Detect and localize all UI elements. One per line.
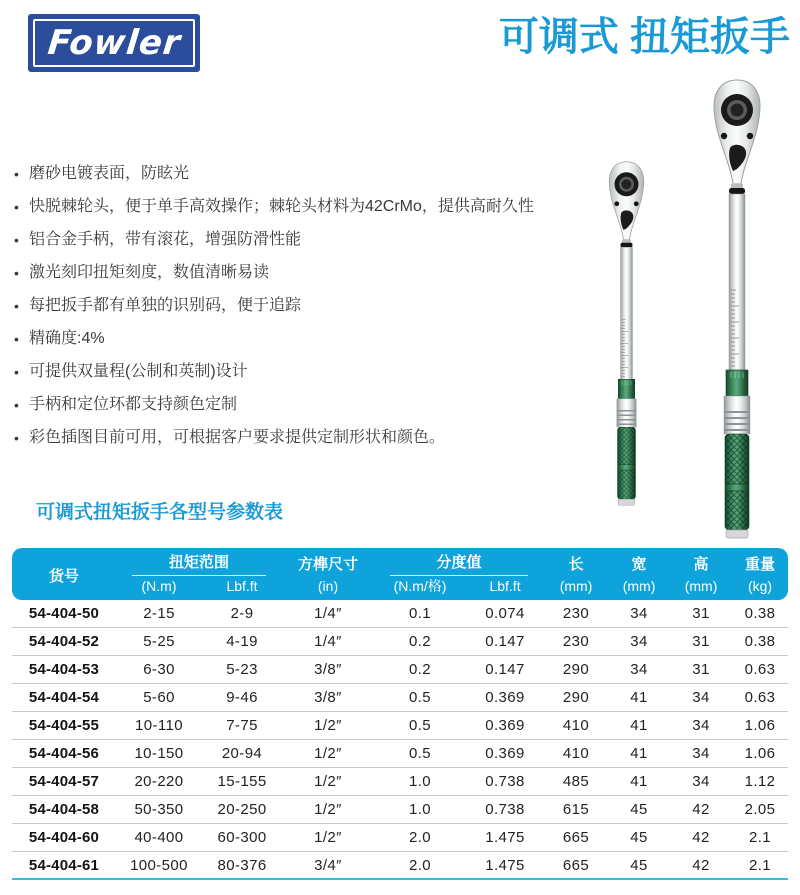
cell-lbf: 7-75: [202, 712, 282, 740]
cell-gnm: 2.0: [374, 852, 466, 880]
cell-kg: 1.12: [732, 768, 788, 796]
cell-drive: 1/2″: [282, 768, 374, 796]
cell-glbf: 1.475: [466, 824, 544, 852]
col-grad-nm: (N.m/格): [374, 576, 466, 600]
col-torque-lbf: Lbf.ft: [202, 576, 282, 600]
table-row: [12, 740, 788, 768]
cell-kg: 1.06: [732, 712, 788, 740]
feature-item: • 磨砂电镀表面，防眩光: [12, 164, 578, 184]
col-width: 宽 (mm): [608, 548, 670, 600]
cell-lbf: 80-376: [202, 852, 282, 880]
cell-gnm: 2.0: [374, 824, 466, 852]
spec-table-body: [12, 600, 788, 880]
cell-wid: 41: [608, 740, 670, 768]
col-grad-lbf: Lbf.ft: [466, 576, 544, 600]
cell-drive: 3/8″: [282, 656, 374, 684]
cell-kg: 0.38: [732, 600, 788, 628]
cell-item: 54-404-54: [12, 684, 116, 712]
feature-item: • 手柄和定位环都支持颜色定制: [12, 395, 578, 415]
cell-glbf: 0.147: [466, 656, 544, 684]
cell-hei: 42: [670, 852, 732, 880]
cell-drive: 3/8″: [282, 684, 374, 712]
cell-glbf: 0.738: [466, 768, 544, 796]
feature-item: • 彩色插图目前可用，可根据客户要求提供定制形状和颜色。: [12, 428, 578, 448]
logo-text: Fowler: [45, 23, 183, 63]
cell-wid: 34: [608, 656, 670, 684]
cell-gnm: 1.0: [374, 768, 466, 796]
torque-wrench-image-small: [595, 160, 658, 507]
feature-item: • 激光刻印扭矩刻度，数值清晰易读: [12, 263, 578, 283]
feature-item: • 快脱棘轮头，便于单手高效操作；棘轮头材料为42CrMo，提供高耐久性: [12, 197, 578, 217]
col-weight: 重量 (kg): [732, 548, 788, 600]
page-title: 可调式 扭矩扳手: [498, 15, 790, 59]
cell-hei: 34: [670, 768, 732, 796]
cell-gnm: 0.5: [374, 684, 466, 712]
cell-wid: 45: [608, 796, 670, 824]
cell-kg: 2.05: [732, 796, 788, 824]
cell-len: 410: [544, 740, 608, 768]
col-height: 高 (mm): [670, 548, 732, 600]
cell-glbf: 1.475: [466, 852, 544, 880]
cell-kg: 0.38: [732, 628, 788, 656]
cell-kg: 2.1: [732, 824, 788, 852]
cell-glbf: 0.369: [466, 712, 544, 740]
cell-drive: 1/4″: [282, 600, 374, 628]
col-graduation: [374, 548, 544, 576]
cell-wid: 45: [608, 852, 670, 880]
cell-gnm: 0.5: [374, 712, 466, 740]
feature-list: [12, 164, 578, 461]
cell-nm: 20-220: [116, 768, 202, 796]
cell-kg: 0.63: [732, 684, 788, 712]
torque-range-label: 扭矩范围: [132, 551, 266, 576]
spec-table-section: [12, 500, 788, 880]
cell-kg: 1.06: [732, 740, 788, 768]
table-row: [12, 684, 788, 712]
cell-len: 615: [544, 796, 608, 824]
cell-drive: 1/2″: [282, 824, 374, 852]
product-images: [540, 0, 800, 560]
cell-kg: 0.63: [732, 656, 788, 684]
cell-lbf: 20-250: [202, 796, 282, 824]
fowler-logo: [28, 14, 200, 72]
cell-glbf: 0.147: [466, 628, 544, 656]
cell-nm: 6-30: [116, 656, 202, 684]
table-row: [12, 656, 788, 684]
cell-nm: 50-350: [116, 796, 202, 824]
table-row: [12, 768, 788, 796]
cell-wid: 41: [608, 768, 670, 796]
cell-hei: 34: [670, 684, 732, 712]
cell-nm: 10-110: [116, 712, 202, 740]
col-drive-size: 方榫尺寸 (in): [282, 548, 374, 600]
cell-item: 54-404-60: [12, 824, 116, 852]
table-row: [12, 600, 788, 628]
torque-wrench-image-large: [695, 78, 779, 540]
graduation-label: 分度值: [390, 551, 528, 576]
cell-gnm: 0.1: [374, 600, 466, 628]
spec-table: [12, 548, 788, 880]
cell-drive: 3/4″: [282, 852, 374, 880]
cell-drive: 1/2″: [282, 796, 374, 824]
cell-hei: 42: [670, 796, 732, 824]
cell-nm: 40-400: [116, 824, 202, 852]
cell-hei: 34: [670, 740, 732, 768]
cell-glbf: 0.369: [466, 684, 544, 712]
col-item-no: 货号: [12, 548, 116, 600]
feature-item: • 可提供双量程(公制和英制)设计: [12, 362, 578, 382]
cell-wid: 41: [608, 712, 670, 740]
cell-lbf: 20-94: [202, 740, 282, 768]
cell-hei: 34: [670, 712, 732, 740]
table-row: [12, 796, 788, 824]
cell-len: 485: [544, 768, 608, 796]
table-row: [12, 628, 788, 656]
cell-wid: 45: [608, 824, 670, 852]
cell-nm: 10-150: [116, 740, 202, 768]
feature-item: • 铝合金手柄，带有滚花，增强防滑性能: [12, 230, 578, 250]
feature-item: • 每把扳手都有单独的识别码，便于追踪: [12, 296, 578, 316]
cell-len: 665: [544, 852, 608, 880]
cell-gnm: 0.5: [374, 740, 466, 768]
table-row: [12, 852, 788, 880]
cell-wid: 34: [608, 628, 670, 656]
spec-table-header: [12, 548, 788, 600]
cell-lbf: 9-46: [202, 684, 282, 712]
col-torque-nm: (N.m): [116, 576, 202, 600]
cell-glbf: 0.738: [466, 796, 544, 824]
cell-gnm: 0.2: [374, 656, 466, 684]
cell-item: 54-404-52: [12, 628, 116, 656]
cell-wid: 41: [608, 684, 670, 712]
cell-len: 290: [544, 656, 608, 684]
cell-glbf: 0.074: [466, 600, 544, 628]
cell-item: 54-404-56: [12, 740, 116, 768]
cell-lbf: 2-9: [202, 600, 282, 628]
cell-item: 54-404-55: [12, 712, 116, 740]
cell-gnm: 1.0: [374, 796, 466, 824]
cell-lbf: 15-155: [202, 768, 282, 796]
cell-lbf: 4-19: [202, 628, 282, 656]
cell-wid: 34: [608, 600, 670, 628]
cell-nm: 5-25: [116, 628, 202, 656]
cell-item: 54-404-50: [12, 600, 116, 628]
cell-len: 230: [544, 628, 608, 656]
cell-kg: 2.1: [732, 852, 788, 880]
cell-nm: 100-500: [116, 852, 202, 880]
cell-len: 230: [544, 600, 608, 628]
cell-glbf: 0.369: [466, 740, 544, 768]
feature-item: • 精确度:4%: [12, 329, 578, 349]
table-row: [12, 712, 788, 740]
cell-nm: 2-15: [116, 600, 202, 628]
cell-len: 410: [544, 712, 608, 740]
spec-table-title: 可调式扭矩扳手各型号参数表: [36, 502, 284, 523]
table-row: [12, 824, 788, 852]
cell-len: 665: [544, 824, 608, 852]
cell-gnm: 0.2: [374, 628, 466, 656]
cell-nm: 5-60: [116, 684, 202, 712]
cell-drive: 1/2″: [282, 740, 374, 768]
cell-hei: 31: [670, 628, 732, 656]
cell-item: 54-404-58: [12, 796, 116, 824]
cell-item: 54-404-57: [12, 768, 116, 796]
col-length: 长 (mm): [544, 548, 608, 600]
cell-hei: 31: [670, 656, 732, 684]
cell-item: 54-404-53: [12, 656, 116, 684]
cell-hei: 31: [670, 600, 732, 628]
col-torque-range: [116, 548, 282, 576]
cell-item: 54-404-61: [12, 852, 116, 880]
cell-len: 290: [544, 684, 608, 712]
cell-hei: 42: [670, 824, 732, 852]
cell-drive: 1/2″: [282, 712, 374, 740]
cell-lbf: 60-300: [202, 824, 282, 852]
cell-lbf: 5-23: [202, 656, 282, 684]
cell-drive: 1/4″: [282, 628, 374, 656]
